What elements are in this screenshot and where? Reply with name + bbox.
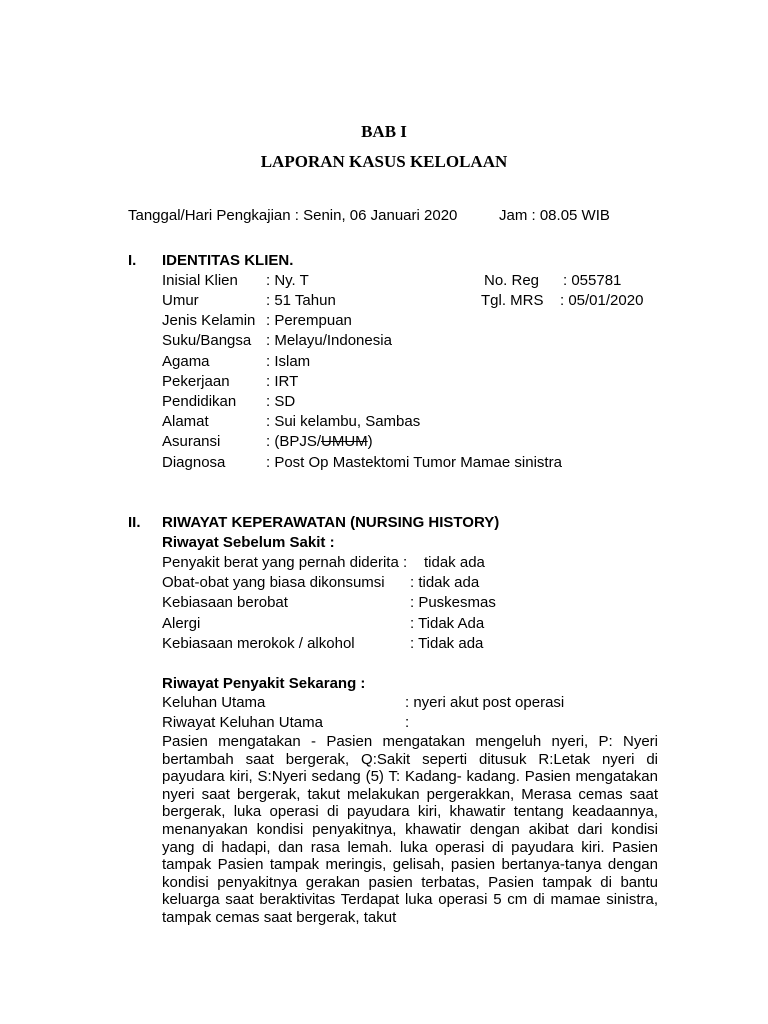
- identity-value: : IRT: [266, 373, 299, 390]
- subheading-current: Riwayat Penyakit Sekarang :: [162, 675, 366, 692]
- identity-label: Suku/Bangsa: [162, 332, 252, 349]
- history-label: Kebiasaan merokok / alkohol: [162, 635, 355, 652]
- reg-label: No. Reg: [484, 272, 540, 289]
- assessment-time: Jam : 08.05 WIB: [499, 207, 610, 224]
- history-value: : Tidak ada: [410, 635, 484, 652]
- history-value: : tidak ada: [410, 574, 480, 591]
- identity-label: Inisial Klien: [162, 272, 238, 289]
- identity-value: [266, 432, 373, 452]
- complaint-value: : nyeri akut post operasi: [405, 694, 565, 711]
- value-prefix: : (BPJS/: [266, 433, 322, 450]
- history-label: Penyakit berat yang pernah diderita :: [162, 554, 408, 571]
- identity-value: : 51 Tahun: [266, 292, 336, 309]
- history-label: Kebiasaan berobat: [162, 594, 288, 611]
- identity-label: Alamat: [162, 413, 209, 430]
- history-value: : Tidak Ada: [410, 615, 485, 632]
- complaint-history-value: :: [405, 714, 410, 731]
- identity-label: Agama: [162, 353, 210, 370]
- history-value: : Puskesmas: [410, 594, 496, 611]
- identity-value: : Sui kelambu, Sambas: [266, 413, 421, 430]
- identity-label: Jenis Kelamin: [162, 312, 256, 329]
- identity-value: : Perempuan: [266, 312, 352, 329]
- complaint-label: Keluhan Utama: [162, 694, 266, 711]
- identity-value: : Post Op Mastektomi Tumor Mamae sinistra: [266, 454, 562, 471]
- identity-label: Diagnosa: [162, 454, 226, 471]
- mrs-value: : 05/01/2020: [560, 292, 644, 309]
- identity-value: : SD: [266, 393, 296, 410]
- identity-label: Pekerjaan: [162, 373, 230, 390]
- history-label: Alergi: [162, 615, 201, 632]
- identity-value: : Islam: [266, 353, 311, 370]
- history-value: tidak ada: [424, 554, 485, 571]
- section-number-2: II.: [128, 514, 141, 531]
- identity-value: : Ny. T: [266, 272, 309, 289]
- subheading-before: Riwayat Sebelum Sakit :: [162, 534, 335, 551]
- chapter-title: BAB I: [361, 122, 407, 141]
- identity-label: Asuransi: [162, 433, 221, 450]
- section-heading-identity: IDENTITAS KLIEN.: [162, 252, 294, 269]
- reg-value: : 055781: [563, 272, 622, 289]
- complaint-history-label: Riwayat Keluhan Utama: [162, 714, 323, 731]
- identity-label: Umur: [162, 292, 199, 309]
- identity-label: Pendidikan: [162, 393, 237, 410]
- value-suffix: ): [367, 433, 373, 450]
- mrs-label: Tgl. MRS: [481, 292, 544, 309]
- section-number-1: I.: [128, 252, 137, 269]
- identity-value: : Melayu/Indonesia: [266, 332, 392, 349]
- assessment-date: Tanggal/Hari Pengkajian : Senin, 06 Januari 2020: [128, 207, 458, 224]
- report-title: LAPORAN KASUS KELOLAAN: [260, 152, 508, 171]
- section-heading-history: RIWAYAT KEPERAWATAN (NURSING HISTORY): [162, 514, 500, 531]
- struck-text: UMUM: [321, 433, 368, 450]
- complaint-paragraph: Pasien mengatakan - Pasien mengatakan mengeluh nyeri, P: Nyeri bertambah saat bergerak, Q:Sakit seperti ditusuk R:Letak nyeri di payudara kiri, S:Nyeri sedang (5) T: Kadang- kadang. Pasien mengatakan nyeri saat bergerak, takut melakukan pergerakkan, Merasa cemas saat bergerak, luka operasi di payudara kiri, khawatir tentang keadaannya, menanyakan kondisi penyakitnya, khawatir dengan akibat dari kondisi yang di hadapi, dan rasa lemah. luka operasi di payudara kiri. Pasien tampak Pasien tampak meringis, gelisah, pasien bertanya-tanya dengan kondisi penyakitnya gerakan pasien terbatas, Pasien tampak di bantu keluarga saat beraktivitas Terdapat luka operasi 5 cm di mamae sinistra, tampak cemas saat bergerak, takut: [162, 733, 658, 926]
- history-label: Obat-obat yang biasa dikonsumsi: [162, 574, 385, 591]
